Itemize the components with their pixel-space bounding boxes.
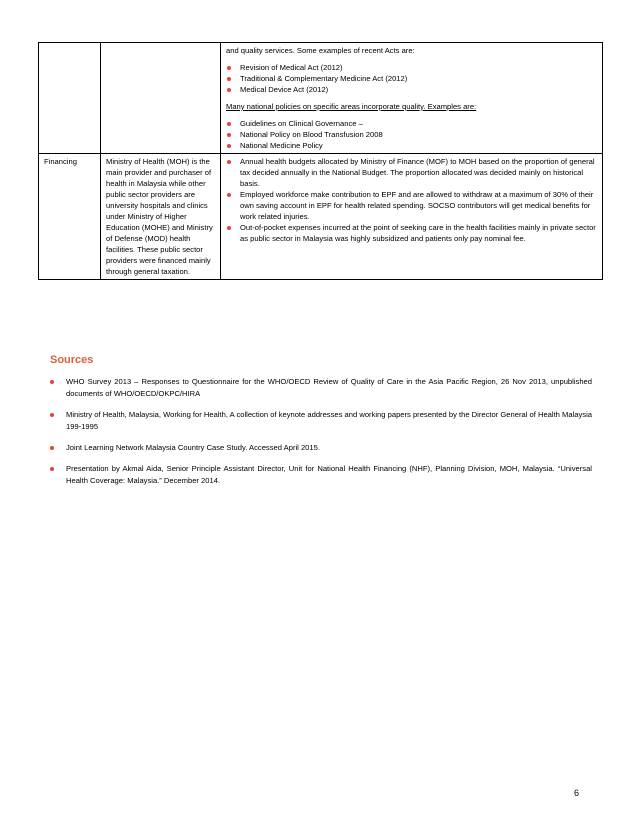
list-item: Traditional & Complementary Medicine Act (2012) bbox=[226, 73, 599, 84]
bullet-icon bbox=[50, 467, 54, 471]
bullet-icon bbox=[227, 160, 231, 164]
list-item: Out-of-pocket expenses incurred at the point of seeking care in the health facilities mainly in private sector as public sector in Malaysia was highly subsidized and patients only pay nominal fee. bbox=[226, 222, 599, 244]
bullet-icon bbox=[50, 446, 54, 450]
page-number: 6 bbox=[574, 788, 580, 798]
source-item: WHO Survey 2013 – Responses to Questionnaire for the WHO/OECD Review of Quality of Care in the Asia Pacific Region, 26 Nov 2013, unpublished documents of WHO/OECD/OKPC/HIRA bbox=[48, 376, 592, 400]
sources-heading: Sources bbox=[50, 354, 94, 366]
table-cell-content bbox=[221, 43, 603, 154]
policies-list bbox=[226, 118, 599, 151]
table-cell-empty bbox=[39, 43, 101, 154]
table-row bbox=[39, 43, 603, 154]
health-system-table bbox=[38, 42, 603, 280]
bullet-icon bbox=[227, 122, 231, 126]
list-item: National Medicine Policy bbox=[226, 140, 599, 151]
list-item: Annual health budgets allocated by Ministry of Finance (MOF) to MOH based on the proportion of general tax decided annually in the National Budget. The proportion allocated was decided mainly on historical basis. bbox=[226, 156, 599, 189]
source-item: Joint Learning Network Malaysia Country Case Study. Accessed April 2015. bbox=[48, 442, 592, 454]
acts-intro: and quality services. Some examples of recent Acts are: bbox=[226, 46, 415, 55]
source-item: Presentation by Akmal Aida, Senior Principle Assistant Director, Unit for National Health Financing (NHF), Planning Division, MOH, Malaysia. “Universal Health Coverage: Malaysia.” December 2014. bbox=[48, 463, 592, 487]
policies-intro: Many national policies on specific areas incorporate quality. Examples are: bbox=[226, 102, 477, 111]
sources-list bbox=[48, 376, 592, 496]
bullet-icon bbox=[227, 77, 231, 81]
list-item: Guidelines on Clinical Governance – bbox=[226, 118, 599, 129]
list-item: Medical Device Act (2012) bbox=[226, 84, 599, 95]
bullet-icon bbox=[227, 66, 231, 70]
acts-list bbox=[226, 62, 599, 95]
bullet-icon bbox=[227, 144, 231, 148]
table-cell-content bbox=[221, 154, 603, 280]
description-cell: Ministry of Health (MOH) is the main provider and purchaser of health in Malaysia while other public sector providers are university hospitals and clinics under Ministry of Higher Education (MOHE) and Ministry of Defense (MOD) health facilities. These public sector providers were financed mainly through general taxation. bbox=[101, 154, 221, 280]
list-item: Revision of Medical Act (2012) bbox=[226, 62, 599, 73]
table-row bbox=[39, 154, 603, 280]
financing-list bbox=[226, 156, 599, 244]
list-item: National Policy on Blood Transfusion 2008 bbox=[226, 129, 599, 140]
table-cell-empty bbox=[101, 43, 221, 154]
source-item: Ministry of Health, Malaysia, Working for Health, A collection of keynote addresses and working papers presented by the Director General of Health Malaysia 199-1995 bbox=[48, 409, 592, 433]
bullet-icon bbox=[227, 226, 231, 230]
bullet-icon bbox=[227, 193, 231, 197]
bullet-icon bbox=[50, 380, 54, 384]
category-cell: Financing bbox=[39, 154, 101, 280]
list-item: Employed workforce make contribution to EPF and are allowed to withdraw at a maximum of 30% of their own saving account in EPF for health related spending. SOCSO contributors will get medical benefits for work related injuries. bbox=[226, 189, 599, 222]
bullet-icon bbox=[50, 413, 54, 417]
bullet-icon bbox=[227, 88, 231, 92]
bullet-icon bbox=[227, 133, 231, 137]
